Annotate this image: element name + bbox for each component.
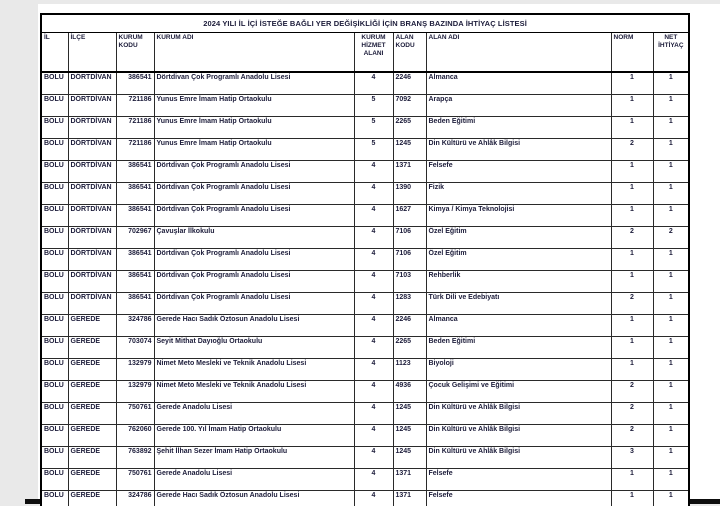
cell-kurum-hizmet-alani: 5 <box>354 95 393 117</box>
cell-kurum-kodu: 386541 <box>116 72 154 95</box>
cell-kurum-hizmet-alani: 4 <box>354 381 393 403</box>
cell-alan-kodu: 1371 <box>393 491 426 506</box>
cell-alan-kodu: 1245 <box>393 425 426 447</box>
cell-il: BOLU <box>41 293 68 315</box>
cell-ilce: GEREDE <box>68 425 116 447</box>
cell-kurum-hizmet-alani: 4 <box>354 315 393 337</box>
cell-kurum-adi: Dörtdivan Çok Programlı Anadolu Lisesi <box>154 183 354 205</box>
cell-kurum-hizmet-alani: 4 <box>354 183 393 205</box>
cell-kurum-hizmet-alani: 4 <box>354 425 393 447</box>
cell-kurum-hizmet-alani: 5 <box>354 117 393 139</box>
cell-kurum-hizmet-alani: 4 <box>354 293 393 315</box>
cell-ilce: DÖRTDİVAN <box>68 117 116 139</box>
cell-alan-adi: Özel Eğitim <box>426 249 611 271</box>
table-row <box>41 337 689 359</box>
table-row <box>41 183 689 205</box>
cell-alan-adi: Beden Eğitimi <box>426 337 611 359</box>
cell-norm: 1 <box>611 183 653 205</box>
cell-alan-kodu: 1245 <box>393 403 426 425</box>
cell-alan-kodu: 2265 <box>393 117 426 139</box>
cell-il: BOLU <box>41 72 68 95</box>
cell-alan-kodu: 7103 <box>393 271 426 293</box>
cell-alan-adi: Özel Eğitim <box>426 227 611 249</box>
cell-alan-kodu: 7106 <box>393 227 426 249</box>
column-header-ilce: İLÇE <box>68 33 116 73</box>
cell-alan-kodu: 2246 <box>393 72 426 95</box>
cell-kurum-hizmet-alani: 4 <box>354 205 393 227</box>
cell-net-ihtiyac: 1 <box>653 359 689 381</box>
branch-needs-table <box>40 13 690 506</box>
table-row <box>41 95 689 117</box>
cell-kurum-hizmet-alani: 4 <box>354 227 393 249</box>
cell-kurum-adi: Gerede 100. Yıl İmam Hatip Ortaokulu <box>154 425 354 447</box>
column-header-net-ihtiyac: NET İHTİYAÇ <box>653 33 689 73</box>
cell-alan-kodu: 2265 <box>393 337 426 359</box>
cell-kurum-hizmet-alani: 4 <box>354 469 393 491</box>
cell-il: BOLU <box>41 381 68 403</box>
cell-alan-adi: Felsefe <box>426 469 611 491</box>
cell-net-ihtiyac: 1 <box>653 117 689 139</box>
table-header-row <box>41 33 689 73</box>
cell-alan-adi: Almanca <box>426 72 611 95</box>
cell-net-ihtiyac: 1 <box>653 337 689 359</box>
cell-ilce: GEREDE <box>68 337 116 359</box>
cell-norm: 1 <box>611 469 653 491</box>
cell-kurum-adi: Şehit İlhan Sezer İmam Hatip Ortaokulu <box>154 447 354 469</box>
cell-net-ihtiyac: 1 <box>653 205 689 227</box>
cell-kurum-hizmet-alani: 4 <box>354 337 393 359</box>
cell-net-ihtiyac: 1 <box>653 249 689 271</box>
table-row <box>41 381 689 403</box>
cell-kurum-kodu: 386541 <box>116 161 154 183</box>
cell-ilce: GEREDE <box>68 381 116 403</box>
cell-norm: 1 <box>611 271 653 293</box>
cell-alan-kodu: 1283 <box>393 293 426 315</box>
cell-il: BOLU <box>41 271 68 293</box>
cell-il: BOLU <box>41 139 68 161</box>
cell-norm: 1 <box>611 249 653 271</box>
cell-norm: 1 <box>611 337 653 359</box>
cell-net-ihtiyac: 1 <box>653 469 689 491</box>
cell-norm: 1 <box>611 72 653 95</box>
cell-kurum-adi: Çavuşlar İlkokulu <box>154 227 354 249</box>
cell-kurum-hizmet-alani: 4 <box>354 491 393 506</box>
cell-kurum-kodu: 721186 <box>116 139 154 161</box>
table-row <box>41 161 689 183</box>
cell-kurum-kodu: 386541 <box>116 249 154 271</box>
cell-ilce: DÖRTDİVAN <box>68 227 116 249</box>
cell-il: BOLU <box>41 227 68 249</box>
cell-ilce: GEREDE <box>68 403 116 425</box>
cell-kurum-hizmet-alani: 4 <box>354 249 393 271</box>
cell-kurum-adi: Gerede Anadolu Lisesi <box>154 469 354 491</box>
cell-kurum-adi: Yunus Emre İmam Hatip Ortaokulu <box>154 139 354 161</box>
cell-kurum-adi: Nimet Meto Mesleki ve Teknik Anadolu Lisesi <box>154 359 354 381</box>
cell-kurum-adi: Dörtdivan Çok Programlı Anadolu Lisesi <box>154 271 354 293</box>
cell-norm: 2 <box>611 139 653 161</box>
cell-alan-adi: Din Kültürü ve Ahlâk Bilgisi <box>426 425 611 447</box>
table-row <box>41 205 689 227</box>
cell-kurum-adi: Yunus Emre İmam Hatip Ortaokulu <box>154 117 354 139</box>
cell-ilce: DÖRTDİVAN <box>68 95 116 117</box>
cell-ilce: DÖRTDİVAN <box>68 271 116 293</box>
cell-alan-kodu: 7092 <box>393 95 426 117</box>
cell-alan-kodu: 1371 <box>393 469 426 491</box>
cell-norm: 2 <box>611 381 653 403</box>
cell-alan-kodu: 1123 <box>393 359 426 381</box>
cell-kurum-adi: Gerede Anadolu Lisesi <box>154 403 354 425</box>
cell-net-ihtiyac: 1 <box>653 95 689 117</box>
cell-norm: 2 <box>611 425 653 447</box>
cell-ilce: DÖRTDİVAN <box>68 205 116 227</box>
cell-il: BOLU <box>41 117 68 139</box>
cell-il: BOLU <box>41 161 68 183</box>
cell-ilce: DÖRTDİVAN <box>68 139 116 161</box>
table-row <box>41 359 689 381</box>
table-row <box>41 72 689 95</box>
cell-ilce: DÖRTDİVAN <box>68 72 116 95</box>
table-row <box>41 425 689 447</box>
cell-kurum-kodu: 750761 <box>116 403 154 425</box>
cell-alan-adi: Rehberlik <box>426 271 611 293</box>
cell-alan-kodu: 1245 <box>393 447 426 469</box>
column-header-kurum-hizmet-alani: KURUM HİZMET ALANI <box>354 33 393 73</box>
cell-net-ihtiyac: 1 <box>653 161 689 183</box>
cell-alan-adi: Felsefe <box>426 491 611 506</box>
table-row <box>41 139 689 161</box>
cell-il: BOLU <box>41 447 68 469</box>
table-row <box>41 315 689 337</box>
cell-ilce: DÖRTDİVAN <box>68 183 116 205</box>
cell-kurum-kodu: 324786 <box>116 315 154 337</box>
cell-alan-adi: Çocuk Gelişimi ve Eğitimi <box>426 381 611 403</box>
cell-alan-adi: Kimya / Kimya Teknolojisi <box>426 205 611 227</box>
table-row <box>41 403 689 425</box>
cell-alan-kodu: 2246 <box>393 315 426 337</box>
cell-kurum-adi: Gerede Hacı Sadık Öztosun Anadolu Lisesi <box>154 491 354 506</box>
cell-alan-adi: Felsefe <box>426 161 611 183</box>
cell-kurum-adi: Seyit Mithat Dayıoğlu Ortaokulu <box>154 337 354 359</box>
cell-kurum-hizmet-alani: 4 <box>354 161 393 183</box>
table-row <box>41 271 689 293</box>
cell-il: BOLU <box>41 95 68 117</box>
cell-ilce: DÖRTDİVAN <box>68 161 116 183</box>
cell-il: BOLU <box>41 315 68 337</box>
cell-kurum-hizmet-alani: 4 <box>354 403 393 425</box>
cell-net-ihtiyac: 1 <box>653 381 689 403</box>
cell-net-ihtiyac: 1 <box>653 139 689 161</box>
cell-alan-adi: Din Kültürü ve Ahlâk Bilgisi <box>426 139 611 161</box>
cell-alan-kodu: 4936 <box>393 381 426 403</box>
cell-norm: 2 <box>611 403 653 425</box>
cell-kurum-adi: Dörtdivan Çok Programlı Anadolu Lisesi <box>154 161 354 183</box>
document-title: 2024 YILI İL İÇİ İSTEĞE BAĞLI YER DEĞİŞİKLİĞİ İÇİN BRANŞ BAZINDA İHTİYAÇ LİSTESİ <box>41 14 689 33</box>
cell-kurum-kodu: 762060 <box>116 425 154 447</box>
cell-kurum-kodu: 386541 <box>116 183 154 205</box>
cell-kurum-kodu: 386541 <box>116 205 154 227</box>
cell-kurum-kodu: 702967 <box>116 227 154 249</box>
cell-ilce: GEREDE <box>68 469 116 491</box>
cell-kurum-kodu: 703074 <box>116 337 154 359</box>
cell-norm: 1 <box>611 117 653 139</box>
cell-net-ihtiyac: 2 <box>653 227 689 249</box>
table-row <box>41 469 689 491</box>
cell-ilce: GEREDE <box>68 359 116 381</box>
table-title-row <box>41 14 689 33</box>
column-header-kurum-kodu: KURUM KODU <box>116 33 154 73</box>
cell-net-ihtiyac: 1 <box>653 293 689 315</box>
cell-ilce: DÖRTDİVAN <box>68 293 116 315</box>
table-row <box>41 227 689 249</box>
cell-il: BOLU <box>41 403 68 425</box>
cell-kurum-kodu: 763892 <box>116 447 154 469</box>
cell-alan-adi: Din Kültürü ve Ahlâk Bilgisi <box>426 403 611 425</box>
cell-alan-adi: Din Kültürü ve Ahlâk Bilgisi <box>426 447 611 469</box>
cell-ilce: GEREDE <box>68 315 116 337</box>
cell-kurum-adi: Dörtdivan Çok Programlı Anadolu Lisesi <box>154 293 354 315</box>
cell-il: BOLU <box>41 337 68 359</box>
cell-kurum-adi: Dörtdivan Çok Programlı Anadolu Lisesi <box>154 205 354 227</box>
cell-kurum-kodu: 324786 <box>116 491 154 506</box>
table-row <box>41 249 689 271</box>
cell-kurum-hizmet-alani: 4 <box>354 359 393 381</box>
cell-net-ihtiyac: 1 <box>653 271 689 293</box>
cell-alan-adi: Fizik <box>426 183 611 205</box>
cell-alan-adi: Türk Dili ve Edebiyatı <box>426 293 611 315</box>
table-row <box>41 117 689 139</box>
column-header-norm: NORM <box>611 33 653 73</box>
cell-kurum-kodu: 386541 <box>116 293 154 315</box>
cell-kurum-adi: Dörtdivan Çok Programlı Anadolu Lisesi <box>154 72 354 95</box>
table-row <box>41 293 689 315</box>
table-row <box>41 447 689 469</box>
table-row <box>41 491 689 506</box>
cell-alan-adi: Arapça <box>426 95 611 117</box>
column-header-alan-adi: ALAN ADI <box>426 33 611 73</box>
cell-net-ihtiyac: 1 <box>653 425 689 447</box>
cell-il: BOLU <box>41 491 68 506</box>
cell-kurum-kodu: 386541 <box>116 271 154 293</box>
cell-kurum-adi: Yunus Emre İmam Hatip Ortaokulu <box>154 95 354 117</box>
cell-kurum-kodu: 132979 <box>116 381 154 403</box>
cell-ilce: GEREDE <box>68 447 116 469</box>
cell-kurum-kodu: 132979 <box>116 359 154 381</box>
cell-alan-adi: Almanca <box>426 315 611 337</box>
cell-norm: 1 <box>611 205 653 227</box>
cell-norm: 1 <box>611 359 653 381</box>
cell-ilce: DÖRTDİVAN <box>68 249 116 271</box>
cell-il: BOLU <box>41 425 68 447</box>
cell-norm: 1 <box>611 315 653 337</box>
cell-alan-kodu: 1390 <box>393 183 426 205</box>
cell-alan-kodu: 1371 <box>393 161 426 183</box>
cell-norm: 1 <box>611 491 653 506</box>
cell-kurum-hizmet-alani: 4 <box>354 72 393 95</box>
cell-il: BOLU <box>41 249 68 271</box>
column-header-il: İL <box>41 33 68 73</box>
cell-alan-kodu: 1245 <box>393 139 426 161</box>
cell-il: BOLU <box>41 469 68 491</box>
cell-net-ihtiyac: 1 <box>653 315 689 337</box>
cell-norm: 2 <box>611 227 653 249</box>
cell-kurum-kodu: 750761 <box>116 469 154 491</box>
cell-kurum-hizmet-alani: 4 <box>354 447 393 469</box>
cell-net-ihtiyac: 1 <box>653 403 689 425</box>
cell-net-ihtiyac: 1 <box>653 491 689 506</box>
cell-alan-adi: Biyoloji <box>426 359 611 381</box>
cell-alan-kodu: 7106 <box>393 249 426 271</box>
cell-kurum-adi: Dörtdivan Çok Programlı Anadolu Lisesi <box>154 249 354 271</box>
cell-alan-kodu: 1627 <box>393 205 426 227</box>
cell-il: BOLU <box>41 183 68 205</box>
cell-norm: 3 <box>611 447 653 469</box>
cell-kurum-kodu: 721186 <box>116 95 154 117</box>
cell-norm: 1 <box>611 161 653 183</box>
table-body <box>41 72 689 506</box>
cell-norm: 2 <box>611 293 653 315</box>
cell-net-ihtiyac: 1 <box>653 72 689 95</box>
cell-kurum-adi: Nimet Meto Mesleki ve Teknik Anadolu Lisesi <box>154 381 354 403</box>
cell-net-ihtiyac: 1 <box>653 183 689 205</box>
cell-net-ihtiyac: 1 <box>653 447 689 469</box>
cell-alan-adi: Beden Eğitimi <box>426 117 611 139</box>
cell-ilce: GEREDE <box>68 491 116 506</box>
cell-il: BOLU <box>41 359 68 381</box>
cell-norm: 1 <box>611 95 653 117</box>
cell-kurum-adi: Gerede Hacı Sadık Öztosun Anadolu Lisesi <box>154 315 354 337</box>
column-header-kurum-adi: KURUM ADI <box>154 33 354 73</box>
cell-kurum-hizmet-alani: 4 <box>354 271 393 293</box>
cell-kurum-hizmet-alani: 5 <box>354 139 393 161</box>
column-header-alan-kodu: ALAN KODU <box>393 33 426 73</box>
cell-kurum-kodu: 721186 <box>116 117 154 139</box>
cell-il: BOLU <box>41 205 68 227</box>
